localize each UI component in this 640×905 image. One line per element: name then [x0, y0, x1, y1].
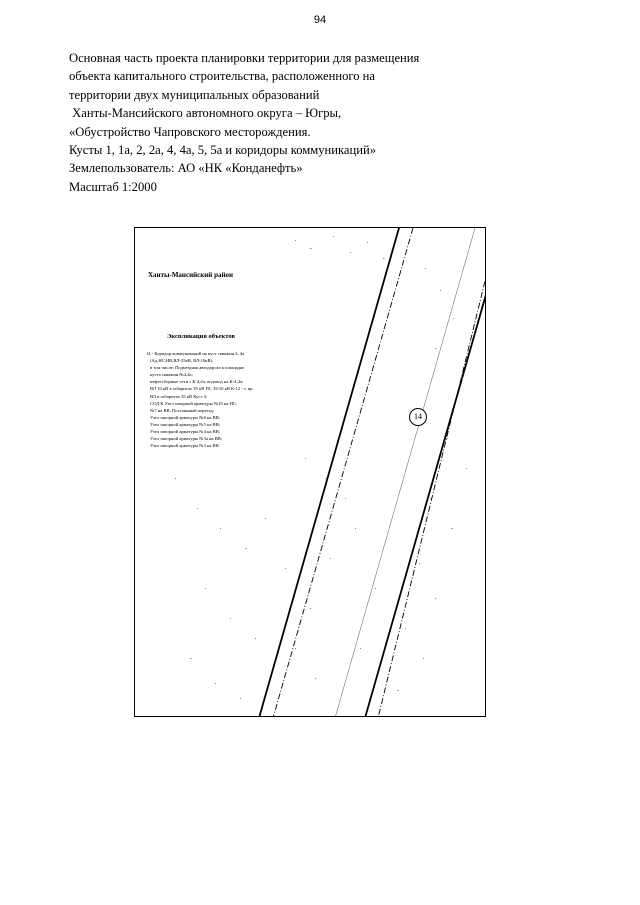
- legend-line: Узел запорной арматуры №4 на ВВ;: [150, 429, 221, 435]
- object-marker: 14: [409, 408, 427, 426]
- header-line: Кусты 1, 1а, 2, 2а, 4, 4а, 5, 5а и коридоры коммуникаций»: [69, 143, 377, 158]
- planning-map: [134, 227, 486, 717]
- header-line: Основная часть проекта планировки территории для размещения: [69, 51, 420, 65]
- legend-line: Узел запорной арматуры №6 на ВВ;: [150, 414, 221, 420]
- map-drawing: [135, 228, 486, 717]
- survey-points: [175, 236, 467, 699]
- legend-line: нефтесборные сети с К-4,4а; водовод на К-4,4а;: [150, 379, 244, 385]
- corridor-dashed-line-right: [378, 228, 486, 717]
- header-line: территории двух муниципальных образований: [69, 87, 320, 102]
- legend: [146, 350, 316, 449]
- legend-title: Экспликация объектов: [167, 333, 236, 340]
- legend-line: СОД К.Узел запорной арматуры №10 на НС;: [150, 400, 238, 406]
- corridor-boundary-right: [365, 228, 486, 717]
- legend-line: куста скважин №4,4а;: [150, 372, 193, 378]
- legend-line: Узел запорной арматуры №5 на ВВ;: [150, 421, 221, 427]
- header-line: «Обустройство Чапровского месторождения.: [69, 124, 311, 139]
- header-line: Ханты-Мансийского автономного округа – Югры,: [69, 106, 342, 121]
- legend-line: №7 на ВВ; Постоянный переезд;: [150, 407, 214, 413]
- legend-line: ВЛ в габаритах 35 кВ Куст 4;: [150, 393, 208, 399]
- corridor-dashed-line-left: [273, 228, 413, 717]
- legend-line: в том числе: Подъездная автодорога к площадке: [150, 365, 245, 371]
- legend-line: ВЛ 10 кВ в габаритах 35 кВ ПС 35/10 кВ К-12 - т. вр.: [150, 386, 254, 392]
- header-line: Масштаб 1:2000: [69, 179, 157, 194]
- corridor-boundary-left: [259, 228, 399, 717]
- corridor-axis-line: [335, 228, 475, 717]
- district-label: Ханты-Мансийский район: [148, 271, 234, 279]
- legend-line: Узел запорной арматуры №3 на ВВ.: [150, 443, 220, 449]
- header-line: объекта капитального строительства, расположенного на: [69, 69, 375, 84]
- header-line: Землепользователь: АО «НК «Конданефть»: [69, 161, 303, 176]
- legend-line: 14 - Коридор коммуникаций на куст скважин 4, 4а: [146, 351, 245, 356]
- document-header: [69, 49, 589, 196]
- legend-line: Узел запорной арматуры №3а на ВВ;: [150, 436, 223, 442]
- legend-line: (Ад,НС,НВ,ВЛ-35кВ, ВЛ-10кВ),: [150, 358, 214, 364]
- page-number: 94: [313, 14, 327, 26]
